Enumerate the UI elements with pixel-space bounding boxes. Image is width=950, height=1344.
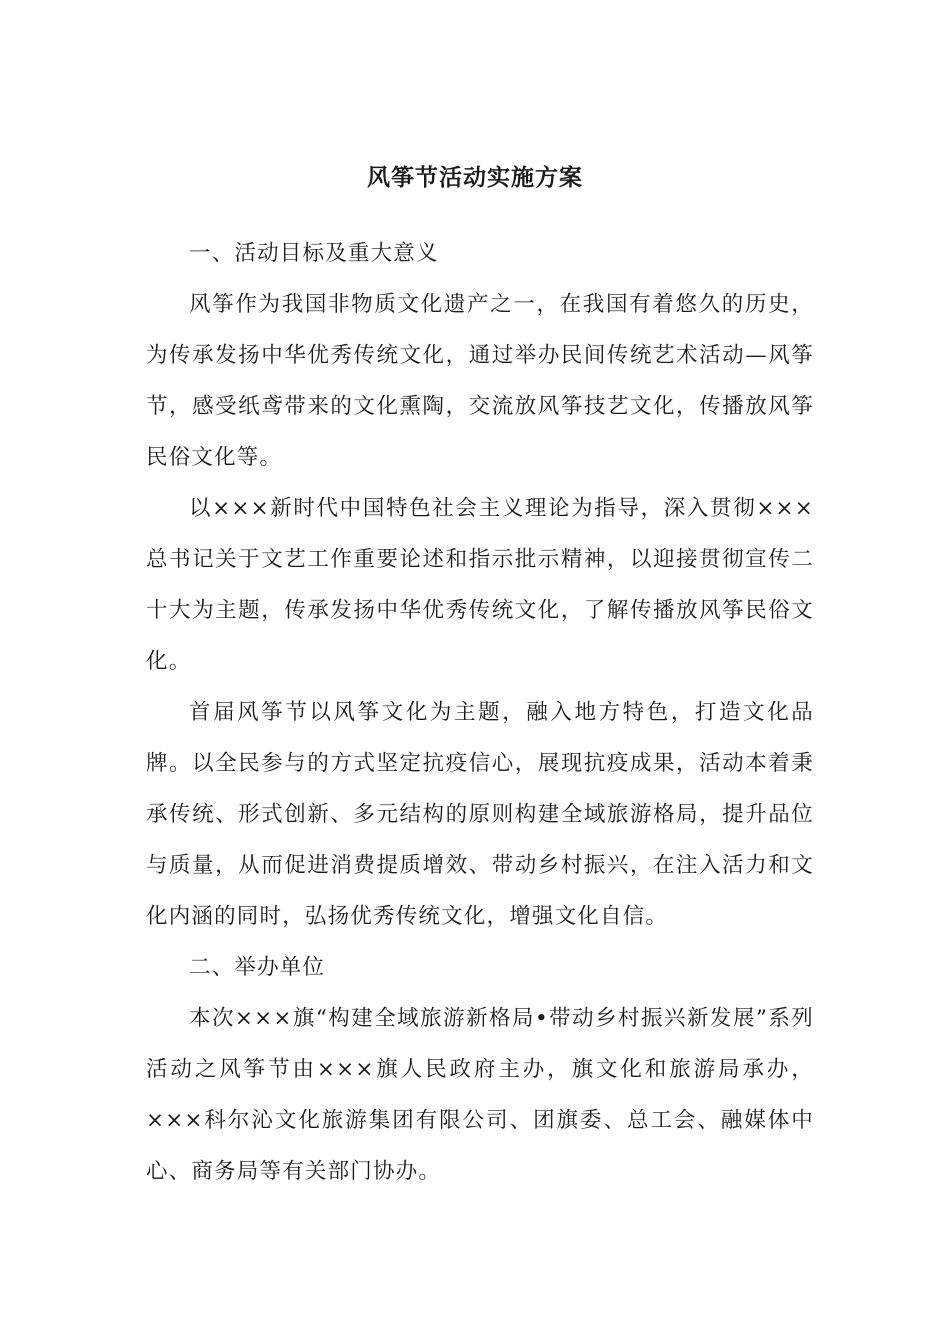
paragraph: 首届风筝节以风筝文化为主题，融入地方特色，打造文化品牌。以全民参与的方式坚定抗疫信心，展现抗疫成果，活动本着秉承传统、形式创新、多元结构的原则构建全域旅游格局，提升品位与质量，从而促进消费提质增效、带动乡村振兴，在注入活力和文化内涵的同时，弘扬优秀传统文化，增强文化自信。	[146, 700, 814, 929]
paragraph: 风筝作为我国非物质文化遗产之一，在我国有着悠久的历史，为传承发扬中华优秀传统文化，通过举办民间传统艺术活动—风筝节，感受纸鸢带来的文化熏陶，交流放风筝技艺文化，传播放风筝民俗文化等。	[146, 292, 814, 470]
section-heading-organizers: 二、举办单位	[189, 955, 326, 980]
document-body	[146, 228, 814, 1197]
document-title: 风筝节活动实施方案	[367, 164, 583, 191]
paragraph: 本次×××旗“构建全域旅游新格局•带动乡村振兴新发展”系列活动之风筝节由×××旗人民政府主办，旗文化和旅游局承办，×××科尔沁文化旅游集团有限公司、团旗委、总工会、融媒体中心、商务局等有关部门协办。	[146, 1006, 814, 1184]
paragraph: 以×××新时代中国特色社会主义理论为指导，深入贯彻×××总书记关于文艺工作重要论述和指示批示精神，以迎接贯彻宣传二十大为主题，传承发扬中华优秀传统文化，了解传播放风筝民俗文化。	[146, 496, 814, 674]
section-heading-goals: 一、活动目标及重大意义	[189, 241, 439, 266]
